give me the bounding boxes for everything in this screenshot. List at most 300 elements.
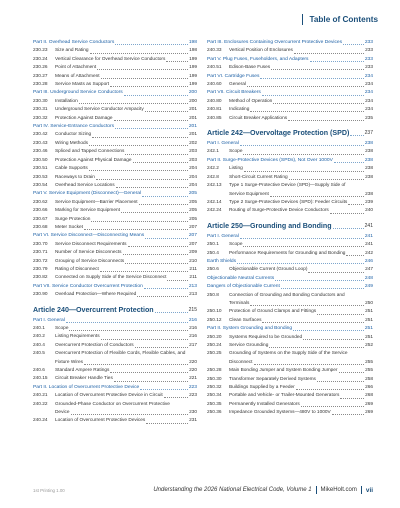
- section-number: 240.21: [33, 393, 48, 399]
- entry-text: Vertical Position of Enclosures: [229, 48, 293, 54]
- article-heading[interactable]: [33, 305, 197, 316]
- heading-text: Part I. General: [207, 141, 239, 147]
- heading-text: Part I. General: [207, 233, 239, 239]
- part-heading[interactable]: [207, 258, 373, 266]
- part-heading[interactable]: [207, 140, 373, 148]
- entry-text: Scope: [229, 149, 243, 155]
- page-ref: 238: [364, 141, 373, 147]
- toc-entry[interactable]: [207, 98, 373, 106]
- entry-title: [55, 174, 189, 182]
- leader-dots: [125, 148, 188, 154]
- leader-dots: [84, 359, 188, 365]
- page-ref: 200: [188, 90, 197, 96]
- entry-title: [55, 224, 189, 232]
- page-number: vii: [365, 486, 373, 494]
- part-heading[interactable]: [33, 232, 197, 240]
- heading-text: Part III. Underground Service Conductors: [33, 90, 123, 96]
- leader-dots: [293, 325, 364, 331]
- toc-entry[interactable]: [207, 367, 373, 375]
- page-ref: 246: [364, 258, 373, 264]
- page-ref: 213: [188, 283, 197, 289]
- entry-text: Device: [55, 410, 70, 416]
- section-number: 230.82: [33, 275, 48, 281]
- entry-text: Overhead Service Locations: [55, 182, 115, 188]
- page-ref: 239: [365, 199, 373, 205]
- leader-dots: [90, 47, 189, 53]
- page-ref: 217: [189, 342, 197, 348]
- entry-text: Connection of Grounding and Bonding Conductors and: [229, 292, 345, 298]
- page-ref: 199: [189, 73, 197, 79]
- leader-dots: [240, 233, 364, 239]
- part-heading[interactable]: [207, 325, 373, 333]
- section-number: 240.85: [207, 115, 222, 121]
- page-ref: 198: [189, 48, 197, 54]
- toc-entry[interactable]: [33, 148, 197, 156]
- page-ref: 255: [365, 359, 373, 365]
- section-number: 240.1: [33, 326, 45, 331]
- part-heading[interactable]: [207, 39, 373, 47]
- page-ref: 233: [364, 56, 373, 62]
- page-footer: [33, 484, 373, 496]
- leader-dots: [96, 174, 188, 180]
- entry-title: [55, 157, 189, 165]
- leader-dots: [262, 89, 364, 95]
- toc-entry[interactable]: [33, 266, 197, 274]
- toc-entry[interactable]: [33, 157, 197, 165]
- leader-dots: [71, 409, 189, 415]
- toc-entry[interactable]: [207, 64, 373, 72]
- entry-title: [55, 64, 189, 72]
- entry-title: [55, 342, 189, 350]
- heading-text: Part VII. Circuit Breakers: [207, 90, 261, 96]
- entry-title: [55, 291, 189, 299]
- section-number: 230.71: [33, 250, 48, 256]
- section-number: 230.67: [33, 216, 48, 222]
- leader-dots: [281, 283, 364, 289]
- leader-dots: [273, 98, 364, 104]
- toc-entry[interactable]: [33, 47, 197, 55]
- leader-dots: [133, 157, 188, 163]
- toc-entry[interactable]: [207, 241, 373, 249]
- section-number: 250.8: [207, 292, 219, 298]
- toc-entry[interactable]: [33, 350, 197, 358]
- page-ref: 241: [364, 222, 373, 229]
- part-heading[interactable]: [33, 317, 197, 325]
- page-ref: 207: [189, 224, 197, 230]
- entry-text: Overcurrent Protection of Flexible Cords, Flexible Cables, and: [55, 351, 186, 357]
- entry-text: Service Disconnect Requirements: [55, 241, 127, 247]
- page-ref: 251: [365, 309, 373, 315]
- section-number: 240.22: [33, 401, 48, 407]
- toc-entry[interactable]: [207, 350, 373, 358]
- entry-text: Number of Service Disconnects: [55, 250, 122, 256]
- article-heading[interactable]: [207, 128, 373, 139]
- section-number: 250.36: [207, 410, 222, 416]
- toc-entry[interactable]: [33, 258, 197, 266]
- toc-entry[interactable]: [33, 216, 197, 224]
- leader-dots: [110, 367, 188, 373]
- entry-title: [55, 375, 189, 383]
- heading-text: Article 240—Overcurrent Protection: [33, 305, 154, 314]
- page-ref: 199: [189, 65, 197, 71]
- section-number: 230.68: [33, 224, 48, 230]
- toc-entry[interactable]: [207, 308, 373, 316]
- page-ref: 204: [189, 182, 197, 188]
- toc-entry[interactable]: [207, 342, 373, 350]
- section-number: 240.80: [207, 98, 222, 104]
- entry-text: Portable and Vehicle- or Trailer-Mounted Generators: [229, 393, 340, 399]
- toc-entry[interactable]: [33, 417, 197, 425]
- toc-entry[interactable]: [207, 106, 373, 114]
- part-heading[interactable]: [207, 157, 373, 165]
- leader-dots: [121, 207, 188, 213]
- entry-text: Service Grounding: [229, 343, 269, 348]
- part-heading[interactable]: [33, 190, 197, 198]
- page-ref: 209: [189, 250, 197, 256]
- entry-title: [55, 148, 189, 156]
- leader-dots: [84, 224, 188, 230]
- toc-entry[interactable]: [207, 199, 373, 207]
- page-ref: 205: [189, 208, 197, 214]
- toc-entry[interactable]: [33, 174, 197, 182]
- page-ref: 199: [189, 82, 197, 88]
- section-number: 250.30: [207, 376, 222, 382]
- entry-title: [229, 342, 365, 350]
- section-number: 240.33: [207, 48, 222, 54]
- heading-text: Part I. General: [33, 317, 65, 323]
- page-ref: 233: [365, 48, 373, 54]
- section-number: 230.53: [33, 174, 48, 180]
- toc-entry[interactable]: [207, 174, 373, 182]
- book-title: Understanding the 2026 National Electrical Code, Volume 1: [153, 487, 312, 493]
- leader-dots: [116, 182, 188, 188]
- part-heading[interactable]: [33, 39, 197, 47]
- heading-text: Objectionable Neutral Currents: [207, 275, 275, 281]
- leader-dots: [271, 64, 364, 70]
- leader-dots: [155, 305, 188, 313]
- section-number: 240.5: [33, 351, 45, 357]
- entry-text: Conductor Sizing: [55, 132, 92, 138]
- page-ref: 220: [189, 368, 197, 374]
- leader-dots: [343, 39, 364, 45]
- toc-entry[interactable]: [207, 334, 373, 342]
- entry-text: Wiring Methods: [55, 140, 88, 146]
- entry-text: Buildings Supplied by a Feeder: [229, 385, 295, 391]
- toc-entry[interactable]: [207, 207, 373, 215]
- part-heading[interactable]: [207, 73, 373, 81]
- section-number: 230.43: [33, 140, 48, 146]
- entry-text: Circuit Breaker Applications: [229, 115, 288, 121]
- toc-entry[interactable]: [207, 376, 373, 384]
- entry-text: Terminals: [229, 300, 250, 306]
- website: MikeHolt.com: [320, 487, 357, 493]
- leader-dots: [254, 359, 365, 365]
- toc-entry[interactable]: [33, 207, 197, 215]
- entry-text: Edison-Base Fuses: [229, 65, 271, 71]
- section-number: 230.70: [33, 241, 48, 247]
- toc-entry[interactable]: [207, 250, 373, 258]
- section-number: 230.50: [33, 157, 48, 163]
- leader-dots: [296, 384, 364, 390]
- heading-text: Earth Shields: [207, 258, 237, 264]
- part-heading[interactable]: [207, 89, 373, 97]
- toc-entry[interactable]: [33, 401, 197, 409]
- page-ref: 201: [189, 107, 197, 113]
- part-heading[interactable]: [33, 123, 197, 131]
- entry-title: [55, 98, 189, 106]
- entry-text: Transformer Separately Derived Systems: [229, 376, 316, 382]
- page-ref: 252: [365, 343, 373, 348]
- entry-title: [229, 47, 365, 55]
- section-number: 230.24: [33, 56, 48, 62]
- part-heading[interactable]: [33, 384, 197, 392]
- section-number: 250.4: [207, 250, 219, 256]
- leader-dots: [308, 266, 364, 272]
- section-number: 230.42: [33, 132, 48, 138]
- page-ref: 234: [364, 73, 373, 79]
- entry-title: [55, 367, 189, 375]
- page-ref: 241: [365, 242, 373, 248]
- entry-title: [229, 207, 365, 215]
- page-ref: 233: [365, 65, 373, 71]
- leader-dots: [166, 56, 188, 62]
- section-number: 240.24: [33, 418, 48, 424]
- leader-dots: [348, 199, 364, 205]
- entry-text: Location of Overcurrent Protective Devices: [55, 418, 146, 424]
- leader-dots: [92, 131, 188, 137]
- entry-title: [229, 401, 365, 409]
- leader-dots: [270, 191, 364, 197]
- toc-entry[interactable]: [33, 224, 197, 232]
- page-ref: 201: [188, 124, 197, 130]
- toc-entry[interactable]: [33, 249, 197, 257]
- section-number: 250.1: [207, 242, 219, 248]
- toc-entry[interactable]: [33, 182, 197, 190]
- page-title: Table of Contents: [309, 15, 378, 24]
- page-ref: 234: [365, 82, 373, 88]
- section-number: 230.66: [33, 208, 48, 214]
- section-number: 230.51: [33, 166, 48, 172]
- leader-dots: [142, 190, 188, 196]
- entry-title: [229, 165, 365, 173]
- entry-title: [229, 367, 365, 375]
- toc-entry[interactable]: [207, 384, 373, 392]
- entry-title: [55, 417, 189, 425]
- part-heading[interactable]: [207, 283, 373, 291]
- toc-entry[interactable]: [33, 64, 197, 72]
- leader-dots: [89, 140, 188, 146]
- part-heading[interactable]: [33, 89, 197, 97]
- toc-entry[interactable]: [207, 317, 373, 325]
- page-ref: 216: [189, 326, 197, 331]
- toc-entry[interactable]: [33, 56, 197, 64]
- leader-dots: [243, 148, 364, 154]
- toc-entry[interactable]: [33, 274, 197, 282]
- part-heading[interactable]: [33, 283, 197, 291]
- entry-text: Service Equipment: [229, 191, 269, 197]
- part-heading[interactable]: [207, 275, 373, 283]
- leader-dots: [114, 375, 188, 381]
- toc-entry[interactable]: [33, 199, 197, 207]
- section-number: 250.34: [207, 393, 222, 399]
- entry-title: [229, 241, 365, 249]
- toc-entry[interactable]: [207, 182, 373, 190]
- leader-dots: [123, 249, 189, 255]
- entry-text: Point of Attachment: [55, 65, 97, 71]
- footer-divider: [361, 486, 362, 494]
- leader-dots: [115, 39, 188, 45]
- entry-title: [229, 317, 365, 325]
- entry-text: General: [229, 82, 246, 88]
- printing-note: 1st Printing 1.00: [33, 487, 65, 493]
- leader-dots: [334, 157, 364, 163]
- leader-dots: [128, 241, 189, 247]
- entry-text: Scope: [229, 242, 243, 248]
- heading-text: Part VI. Service Disconnect—Disconnecting Means: [33, 233, 145, 239]
- entry-text: Clean Surfaces: [229, 317, 262, 323]
- page-ref: 213: [189, 292, 197, 298]
- section-number: 250.28: [207, 368, 222, 374]
- leader-dots: [114, 115, 189, 121]
- toc-entry[interactable]: [207, 165, 373, 173]
- article-heading[interactable]: [207, 221, 373, 232]
- leader-dots: [244, 165, 364, 171]
- leader-dots: [303, 334, 364, 340]
- entry-text: Vertical Clearance for Overhead Service Conductors: [55, 56, 166, 62]
- toc-entry[interactable]: [207, 266, 373, 274]
- entry-title: [55, 81, 189, 89]
- leader-dots: [346, 250, 364, 256]
- page-ref: 238: [365, 166, 373, 172]
- entry-text: Performance Requirements for Grounding and Bonding: [229, 250, 346, 256]
- leader-dots: [110, 81, 188, 87]
- leader-dots: [146, 417, 188, 423]
- toc-entry[interactable]: [33, 291, 197, 299]
- section-number: 230.28: [33, 82, 48, 88]
- page-ref: 251: [365, 317, 373, 323]
- toc-entry[interactable]: [207, 401, 373, 409]
- toc-entry[interactable]: [33, 98, 197, 106]
- toc-entry[interactable]: [33, 81, 197, 89]
- leader-dots: [164, 392, 188, 398]
- page-ref: 266: [365, 385, 373, 391]
- toc-entry[interactable]: [33, 241, 197, 249]
- leader-dots: [262, 317, 364, 323]
- section-number: 242.14: [207, 199, 222, 205]
- section-number: 230.23: [33, 48, 48, 54]
- entry-text: Underground Service Conductor Ampacity: [55, 107, 144, 113]
- leader-dots: [339, 367, 365, 373]
- toc-entry[interactable]: [33, 140, 197, 148]
- toc-entry[interactable]: [33, 325, 197, 333]
- page-ref: 211: [189, 266, 197, 272]
- leader-dots: [237, 258, 364, 264]
- entry-text: Type 1 Surge-Protective Device (SPD)—Supply Side of: [229, 183, 346, 189]
- page-ref: 201: [189, 115, 197, 121]
- leader-dots: [289, 174, 364, 180]
- entry-text: Routing of Surge-Protective Device Conductors: [229, 208, 329, 214]
- leader-dots: [101, 333, 188, 339]
- leader-dots: [340, 392, 364, 398]
- toc-entry[interactable]: [33, 73, 197, 81]
- entry-title: [229, 376, 365, 384]
- leader-dots: [66, 317, 188, 323]
- toc-entry[interactable]: [33, 333, 197, 341]
- entry-title: [55, 216, 189, 224]
- toc-entry[interactable]: [33, 367, 197, 375]
- page-ref: 202: [189, 140, 197, 146]
- leader-dots: [260, 73, 363, 79]
- entry-title: [229, 384, 365, 392]
- toc-entry[interactable]: [33, 131, 197, 139]
- heading-text: Part II. Surge-Protective Devices (SPDs), Not Over 1000V: [207, 157, 333, 163]
- page-ref: 210: [189, 258, 197, 264]
- entry-title: [229, 250, 365, 258]
- toc-entry[interactable]: [207, 292, 373, 300]
- section-number: 250.6: [207, 267, 219, 273]
- entry-text: Systems Required to be Grounded: [229, 334, 303, 340]
- entry-title: [229, 115, 365, 123]
- leader-dots: [294, 47, 364, 53]
- section-number: 240.60: [207, 82, 222, 88]
- entry-title: [55, 165, 189, 173]
- toc-entry[interactable]: [207, 409, 373, 417]
- part-heading[interactable]: [207, 233, 373, 241]
- footer-divider: [316, 486, 317, 494]
- toc-entry[interactable]: [207, 81, 373, 89]
- toc-entry[interactable]: [33, 106, 197, 114]
- toc-entry[interactable]: [33, 392, 197, 400]
- entry-title: [55, 274, 189, 282]
- toc-entry[interactable]: [207, 47, 373, 55]
- section-number: 250.25: [207, 351, 222, 357]
- part-heading[interactable]: [207, 56, 373, 64]
- page-ref: 207: [189, 241, 197, 247]
- section-number: 230.72: [33, 258, 48, 264]
- leader-dots: [269, 342, 364, 348]
- toc-entry[interactable]: [33, 165, 197, 173]
- section-number: 230.90: [33, 292, 48, 298]
- heading-text: Part V. Service Equipment (Disconnect)—General: [33, 191, 142, 197]
- page-ref: 238: [365, 191, 373, 197]
- toc-entry[interactable]: [33, 115, 197, 123]
- toc-entry[interactable]: [207, 148, 373, 156]
- section-number: 230.31: [33, 107, 48, 113]
- entry-title: [55, 140, 189, 148]
- page-ref: 251: [364, 326, 373, 332]
- toc-entry[interactable]: [207, 392, 373, 400]
- entry-text: Rating of Disconnect: [55, 266, 99, 272]
- toc-entry-continued[interactable]: [207, 359, 373, 367]
- entry-title: [55, 249, 189, 257]
- toc-entry[interactable]: [207, 115, 373, 123]
- heading-text: Part VII. Service Conductor Overcurrent Protection: [33, 283, 143, 289]
- toc-entry-continued[interactable]: [33, 409, 197, 417]
- entry-text: Location of Overcurrent Protective Device in Circuit: [55, 393, 163, 399]
- toc-entry[interactable]: [33, 375, 197, 383]
- page-ref: 258: [365, 376, 373, 382]
- section-number: 240.4: [33, 342, 45, 348]
- entry-text: Size and Rating: [55, 48, 89, 54]
- leader-dots: [140, 384, 188, 390]
- toc-entry[interactable]: [33, 342, 197, 350]
- entry-text: Marking for Service Equipment: [55, 208, 120, 214]
- entry-text: Protection Against Physical Damage: [55, 157, 132, 163]
- page-ref: 204: [189, 174, 197, 180]
- toc-entry-continued[interactable]: [207, 191, 373, 199]
- toc-entry-continued[interactable]: [207, 300, 373, 308]
- toc-entry-continued[interactable]: [33, 359, 197, 367]
